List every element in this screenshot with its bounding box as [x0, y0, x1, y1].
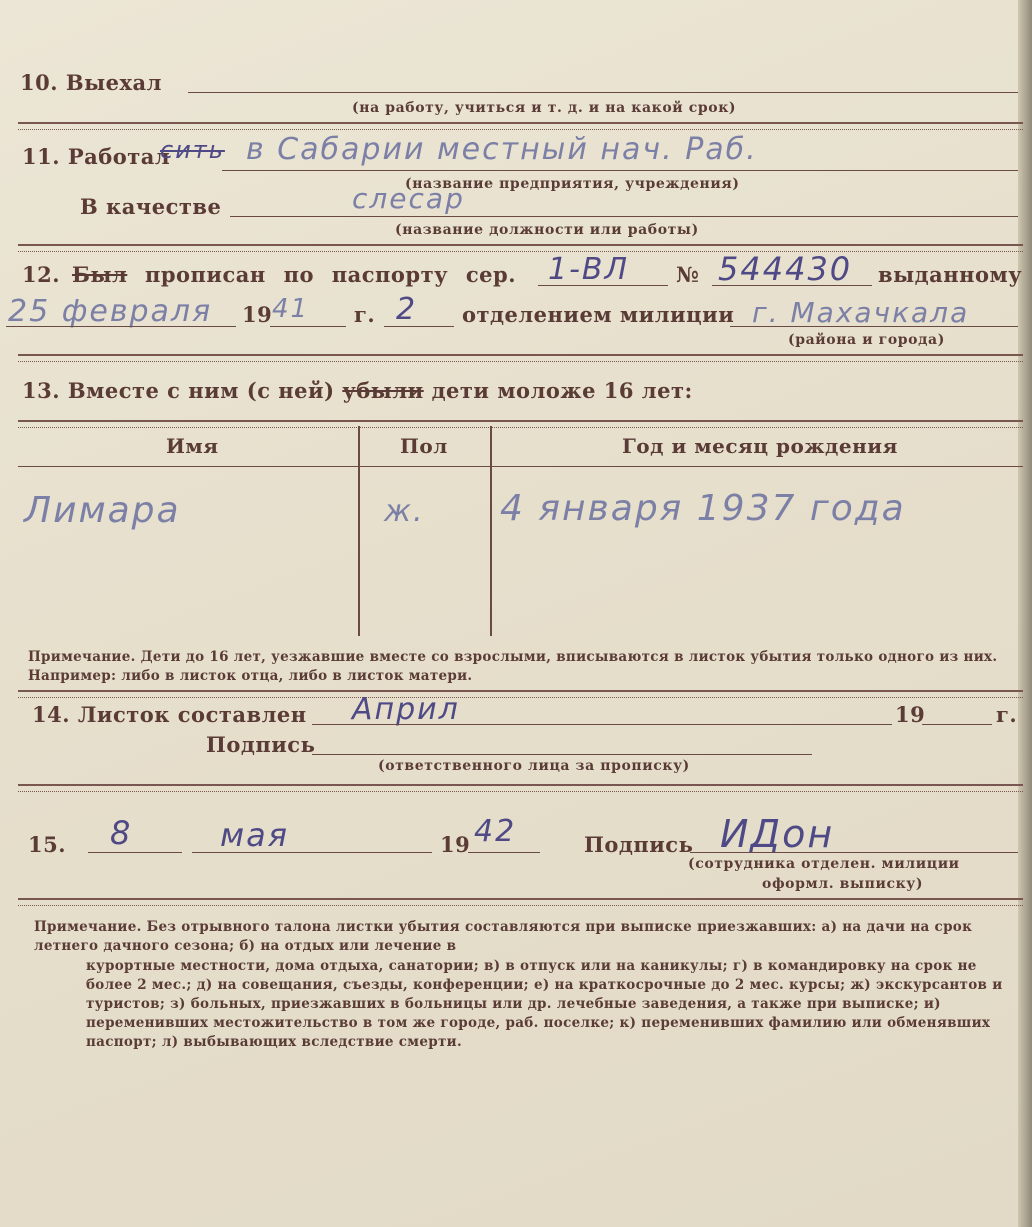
city-handwriting: г. Махачкала: [752, 296, 970, 329]
field-10-line: [188, 92, 1018, 93]
field-11-role-line: [230, 216, 1018, 217]
note-without-coupon-line-1: [34, 918, 1018, 956]
separator-rule: [18, 122, 1023, 130]
note-without-coupon-body: курортные местности, дома отдыха, санатории; в) в отпуск или на каникулы; г) в командировку на срок не более 2 мес.; д) на совещания, съезды, конференции; е) на краткосрочные до 2 мес. курсы; ж) экскурсантов и туристов; з) больных, приезжавших в больницы или др. лечебные заведения, а также при выписке; и) переменивших местожительство в том же городе, раб. поселке; к) переменивших фамилию или обменявших паспорт; л) выбывающих вследствие смерти.: [86, 958, 1003, 1050]
exit-year-prefix: 19: [440, 832, 471, 857]
page-edge-shadow: [1018, 0, 1032, 1227]
issue-date-handwriting: 25 февраля: [8, 294, 213, 329]
field-14-caption: (ответственного лица за прописку): [378, 758, 690, 774]
militia-dept-line: [384, 326, 454, 327]
exit-month-handwriting: мая: [220, 816, 289, 854]
issue-year-handwriting: 41: [272, 294, 310, 324]
field-14-line: [312, 724, 892, 725]
militia-dept-handwriting: 2: [396, 292, 418, 327]
table-row-name: Лимара: [24, 490, 181, 531]
field-12-struck-word: Был: [72, 262, 128, 287]
field-12-text: прописан по паспорту сер.: [145, 262, 517, 287]
exit-year-line: [468, 852, 540, 853]
separator-rule: [18, 690, 1023, 698]
note-line-1-text: Без отрывного талона листки убытия составляются при выписке приезжавших: а) на дачи на срок летнего дачного сезона; б) на отдых или лечение в: [34, 919, 973, 954]
city-line: [730, 326, 1018, 327]
field-11-line: [222, 170, 1018, 171]
field-11-label: 11. Работал: [22, 144, 171, 169]
field-12-number-sign: №: [676, 262, 700, 287]
field-10-label: 10. Выехал: [20, 70, 162, 95]
field-11-caption: (название предприятия, учреждения): [405, 176, 740, 192]
exit-day-handwriting: 8: [110, 814, 133, 852]
field-15-sign-label: Подпись: [584, 832, 694, 857]
issue-year-line: [270, 326, 346, 327]
issue-year-g: г.: [354, 302, 376, 327]
field-13-label-b: дети моложе 16 лет:: [431, 378, 693, 403]
officer-signature: ИДон: [720, 812, 835, 856]
table-column-divider: [358, 426, 360, 636]
note-heading: Примечание.: [34, 919, 142, 935]
field-13-label: [22, 378, 693, 403]
field-15-caption-2: оформл. выписку): [762, 876, 924, 892]
exit-month-line: [192, 852, 432, 853]
table-row-sex: ж.: [384, 494, 425, 529]
table-column-divider: [490, 426, 492, 636]
table-row-birth: 4 января 1937 года: [500, 488, 906, 529]
field-13-label-a: 13. Вместе с ним (с ней): [22, 378, 335, 403]
passport-series-line: [538, 285, 668, 286]
field-11-role-label: В качестве: [80, 194, 222, 219]
field-11-role-caption: (название должности или работы): [395, 222, 699, 238]
field-10-caption: (на работу, учиться и т. д. и на какой срок): [352, 100, 737, 116]
field-14-g: г.: [996, 702, 1018, 727]
column-header-name: Имя: [166, 434, 219, 458]
exit-year-handwriting: 42: [474, 814, 517, 849]
field-14-year-line: [922, 724, 992, 725]
column-header-birth: Год и месяц рождения: [622, 434, 898, 458]
passport-number-line: [712, 285, 872, 286]
column-header-sex: Пол: [400, 434, 448, 458]
note-children: Примечание. Дети до 16 лет, уезжавшие вместе со взрослыми, вписываются в листок убытия только одного из них. Например: либо в листок отца, либо в листок матери.: [28, 649, 998, 684]
field-14-sign-line: [312, 754, 812, 755]
issue-date-line: [6, 326, 236, 327]
field-12-num: 12.: [22, 262, 61, 287]
field-12-militia-text: отделением милиции: [462, 302, 735, 327]
exit-day-line: [88, 852, 182, 853]
field-15-caption-1: (сотрудника отделен. милиции: [688, 856, 960, 872]
field-11-role-handwriting: слесар: [352, 182, 465, 215]
field-14-label: 14. Листок составлен: [32, 702, 307, 727]
field-15-sign-line: [690, 852, 1018, 853]
field-15-num: 15.: [28, 832, 67, 857]
passport-series-handwriting: 1-ВЛ: [548, 252, 630, 287]
table-top-rule: [18, 420, 1023, 428]
field-12-issued: выданному: [878, 262, 1023, 287]
field-12-caption: (района и города): [788, 332, 945, 348]
field-13-struck-word: убыли: [342, 378, 424, 403]
field-14-year-prefix: 19: [895, 702, 926, 727]
separator-rule: [18, 354, 1023, 362]
separator-rule: [18, 784, 1023, 792]
separator-rule: [18, 244, 1023, 252]
separator-rule: [18, 898, 1023, 906]
field-11-workplace-handwriting: в Сабарии местный нач. Раб.: [246, 132, 758, 167]
issue-year-prefix: 19: [242, 302, 273, 327]
field-11-struck-handwriting: сить: [160, 136, 225, 164]
field-14-handwriting: Април: [352, 692, 460, 727]
table-header-line: [18, 466, 1023, 467]
passport-number-handwriting: 544430: [718, 250, 853, 288]
field-14-sign-label: Подпись: [206, 732, 316, 757]
